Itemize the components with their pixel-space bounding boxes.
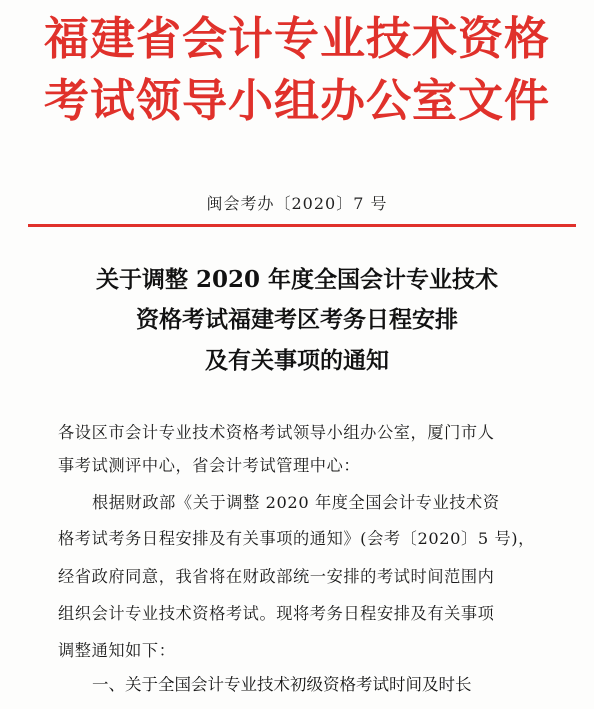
section-heading-1: 一、关于全国会计专业技术初级资格考试时间及时长	[92, 675, 472, 694]
addressee-line-1: 各设区市会计专业技术资格考试领导小组办公室，厦门市人	[58, 423, 495, 442]
paragraph-line-5: 调整通知如下：	[58, 641, 176, 660]
paragraph-line-4: 组织会计专业技术资格考试。现将考务日程安排及有关事项	[58, 604, 495, 623]
paragraph-line-1: 根据财政部《关于调整 2020 年度全国会计专业技术资	[92, 493, 500, 512]
paragraph-line-2: 格考试考务日程安排及有关事项的通知》(会考〔2020〕5 号)，	[58, 529, 535, 548]
addressee-line-2: 事考试测评中心，省会计考试管理中心：	[58, 456, 361, 475]
paragraph-line-3: 经省政府同意，我省将在财政部统一安排的考试时间范围内	[58, 567, 495, 586]
notice-title-line-2: 资格考试福建考区考务日程安排	[136, 306, 458, 333]
red-divider-line	[28, 224, 576, 227]
notice-title-line-1: 关于调整 2020 年度全国会计专业技术	[95, 266, 499, 293]
issuer-header-line-1: 福建省会计专业技术资格	[43, 12, 550, 65]
issuer-header-line-2: 考试领导小组办公室文件	[43, 74, 550, 127]
notice-title-line-3: 及有关事项的通知	[205, 347, 389, 374]
document-number: 闽会考办〔2020〕7 号	[206, 194, 388, 213]
